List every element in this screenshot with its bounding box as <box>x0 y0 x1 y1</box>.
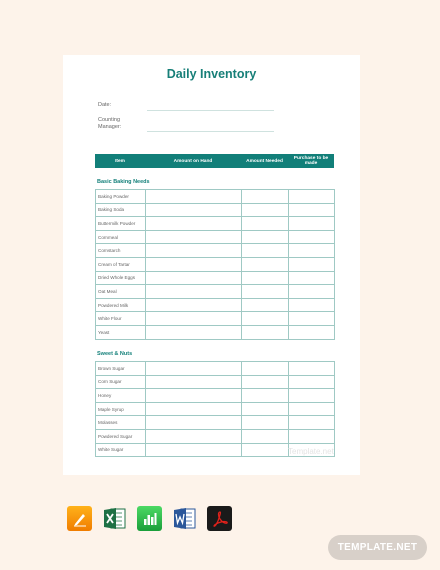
table-row <box>96 325 335 339</box>
numbers-icon[interactable] <box>137 506 162 531</box>
amount-needed-cell[interactable] <box>242 375 289 389</box>
amount-needed-cell[interactable] <box>242 230 289 244</box>
amount-needed-cell[interactable] <box>242 362 289 376</box>
amount-on-hand-cell[interactable] <box>146 190 242 204</box>
purchase-cell[interactable] <box>289 190 335 204</box>
app-icons <box>67 506 232 531</box>
excel-icon[interactable] <box>102 506 127 531</box>
item-name: Baking Powder <box>96 190 146 204</box>
purchase-cell[interactable] <box>289 312 335 326</box>
table-row <box>96 298 335 312</box>
purchase-cell[interactable] <box>289 271 335 285</box>
amount-on-hand-cell[interactable] <box>146 298 242 312</box>
pages-icon[interactable] <box>67 506 92 531</box>
purchase-cell[interactable] <box>289 230 335 244</box>
amount-needed-cell[interactable] <box>242 298 289 312</box>
amount-needed-cell[interactable] <box>242 190 289 204</box>
amount-on-hand-cell[interactable] <box>146 230 242 244</box>
table-row <box>96 190 335 204</box>
item-name: Dried Whole Eggs <box>96 271 146 285</box>
amount-on-hand-cell[interactable] <box>146 402 242 416</box>
item-name: Powdered Sugar <box>96 429 146 443</box>
amount-on-hand-cell[interactable] <box>146 244 242 258</box>
table-row <box>96 244 335 258</box>
amount-needed-cell[interactable] <box>242 443 289 457</box>
table-row <box>96 389 335 403</box>
item-name: Honey <box>96 389 146 403</box>
purchase-cell[interactable] <box>289 429 335 443</box>
table-row <box>96 416 335 430</box>
amount-needed-cell[interactable] <box>242 325 289 339</box>
manager-label-line1: Counting <box>98 117 121 123</box>
amount-on-hand-cell[interactable] <box>146 362 242 376</box>
amount-on-hand-cell[interactable] <box>146 375 242 389</box>
amount-on-hand-cell[interactable] <box>146 217 242 231</box>
item-name: Buttermilk Powder <box>96 217 146 231</box>
amount-needed-cell[interactable] <box>242 402 289 416</box>
amount-needed-cell[interactable] <box>242 271 289 285</box>
item-name: Yeast <box>96 325 146 339</box>
amount-on-hand-cell[interactable] <box>146 389 242 403</box>
amount-needed-cell[interactable] <box>242 217 289 231</box>
amount-on-hand-cell[interactable] <box>146 312 242 326</box>
table-row <box>96 257 335 271</box>
amount-on-hand-cell[interactable] <box>146 325 242 339</box>
table-row <box>96 271 335 285</box>
item-name: White Sugar <box>96 443 146 457</box>
manager-field[interactable] <box>147 131 274 132</box>
acrobat-icon[interactable] <box>207 506 232 531</box>
watermark: Template.net <box>288 447 334 456</box>
purchase-cell[interactable] <box>289 325 335 339</box>
purchase-cell[interactable] <box>289 257 335 271</box>
item-name: Maple Syrup <box>96 402 146 416</box>
section-title-sweets: Sweet & Nuts <box>97 351 133 357</box>
amount-needed-cell[interactable] <box>242 416 289 430</box>
purchase-cell[interactable] <box>289 416 335 430</box>
table-row <box>96 402 335 416</box>
table-row <box>96 362 335 376</box>
sweets-table <box>95 361 335 457</box>
purchase-cell[interactable] <box>289 285 335 299</box>
amount-on-hand-cell[interactable] <box>146 203 242 217</box>
item-name: Baking Soda <box>96 203 146 217</box>
amount-needed-cell[interactable] <box>242 257 289 271</box>
amount-needed-cell[interactable] <box>242 312 289 326</box>
amount-on-hand-cell[interactable] <box>146 257 242 271</box>
date-field[interactable] <box>147 110 274 111</box>
purchase-cell[interactable] <box>289 362 335 376</box>
date-label: Date: <box>98 102 112 108</box>
amount-on-hand-cell[interactable] <box>146 271 242 285</box>
table-row <box>96 312 335 326</box>
column-header-item: Item <box>115 158 125 164</box>
purchase-cell[interactable] <box>289 402 335 416</box>
item-name: Cornstarch <box>96 244 146 258</box>
amount-on-hand-cell[interactable] <box>146 285 242 299</box>
table-row <box>96 429 335 443</box>
table-row <box>96 203 335 217</box>
item-name: Oat Meal <box>96 285 146 299</box>
item-name: Cream of Tartar <box>96 257 146 271</box>
purchase-cell[interactable] <box>289 375 335 389</box>
amount-on-hand-cell[interactable] <box>146 416 242 430</box>
purchase-cell[interactable] <box>289 203 335 217</box>
document-title: Daily Inventory <box>166 67 257 81</box>
word-icon[interactable] <box>172 506 197 531</box>
amount-needed-cell[interactable] <box>242 429 289 443</box>
column-header-purchase: Purchase to be made <box>293 156 329 166</box>
purchase-cell[interactable] <box>289 217 335 231</box>
template-net-badge[interactable]: TEMPLATE.NET <box>328 535 427 560</box>
item-name: Powdered Milk <box>96 298 146 312</box>
item-name: Brown Sugar <box>96 362 146 376</box>
table-header <box>95 154 334 168</box>
column-header-amount-on-hand: Amount on Hand <box>173 158 213 164</box>
table-row <box>96 285 335 299</box>
item-name: White Flour <box>96 312 146 326</box>
purchase-cell[interactable] <box>289 298 335 312</box>
purchase-cell[interactable] <box>289 389 335 403</box>
table-row <box>96 375 335 389</box>
baking-table <box>95 189 335 340</box>
amount-needed-cell[interactable] <box>242 389 289 403</box>
document-page <box>63 55 360 475</box>
item-name: Corn Sugar <box>96 375 146 389</box>
amount-needed-cell[interactable] <box>242 285 289 299</box>
column-header-amount-needed: Amount Needed <box>246 158 283 164</box>
manager-label-line2: Manager: <box>98 124 122 130</box>
amount-needed-cell[interactable] <box>242 244 289 258</box>
item-name: Cornmeal <box>96 230 146 244</box>
purchase-cell[interactable] <box>289 244 335 258</box>
amount-on-hand-cell[interactable] <box>146 429 242 443</box>
amount-on-hand-cell[interactable] <box>146 443 242 457</box>
table-row <box>96 217 335 231</box>
item-name: Molasses <box>96 416 146 430</box>
section-title-baking: Basic Baking Needs <box>97 179 150 185</box>
table-row <box>96 230 335 244</box>
amount-needed-cell[interactable] <box>242 203 289 217</box>
